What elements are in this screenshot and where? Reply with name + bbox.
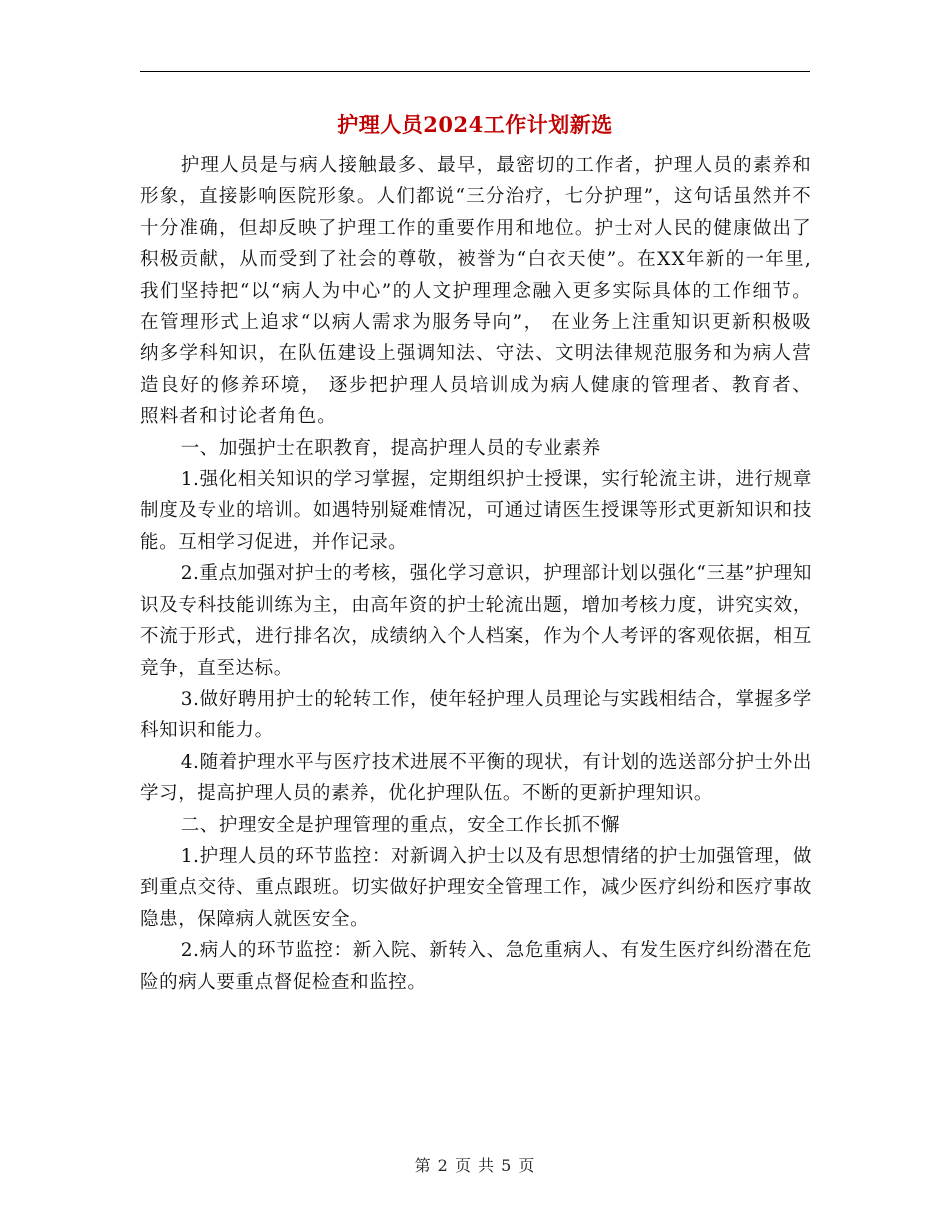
paragraph-item: 4.随着护理水平与医疗技术进展不平衡的现状，有计划的选送部分护士外出学习，提高护理人员的素养，优化护理队伍。不断的更新护理知识。 <box>140 751 812 805</box>
paragraph-item: 2.病人的环节监控：新入院、新转入、急危重病人、有发生医疗纠纷潜在危险的病人要重点督促检查和监控。 <box>140 940 812 993</box>
paragraph-item: 1.护理人员的环节监控：对新调入护士以及有思想情绪的护士加强管理，做到重点交待、重点跟班。切实做好护理安全管理工作，减少医疗纠纷和医疗事故隐患，保障病人就医安全。 <box>140 845 812 930</box>
page-number: 第 2 页 共 5 页 <box>414 1156 536 1175</box>
section-heading-1: 一、加强护士在职教育，提高护理人员的专业素养 <box>180 437 601 459</box>
section-heading-2: 二、护理安全是护理管理的重点，安全工作长抓不懈 <box>180 814 620 836</box>
header-rule <box>140 71 810 72</box>
paragraph-item: 2.重点加强对护士的考核，强化学习意识，护理部计划以强化“三基”护理知识及专科技能训练为主，由高年资的护士轮流出题，增加考核力度，讲究实效，不流于形式，进行排名次，成绩纳入个人档案，作为个人考评的客观依据，相互竞争，直至达标。 <box>140 563 812 679</box>
document-title: 护理人员2024工作计划新选 <box>337 112 613 137</box>
document-body <box>140 150 812 998</box>
paragraph-item: 3.做好聘用护士的轮转工作，使年轻护理人员理论与实践相结合，掌握多学科知识和能力。 <box>140 688 812 742</box>
paragraph-intro: 护理人员是与病人接触最多、最早，最密切的工作者，护理人员的素养和形象，直接影响医院形象。人们都说“三分治疗，七分护理”，这句话虽然并不十分准确，但却反映了护理工作的重要作用和地位。护士对人民的健康做出了积极贡献，从而受到了社会的尊敬，被誉为“白衣天使”。在XX年新的一年里,我们坚持把“以“病人为中心”的人文护理理念融入更多实际具体的工作细节。在管理形式上追求“以病人需求为服务导向”， 在业务上注重知识更新积极吸纳多学科知识，在队伍建设上强调知法、守法、文明法律规范服务和为病人营造良好的修养环境， 逐步把护理人员培训成为病人健康的管理者、教育者、 照料者和讨论者角色。 <box>140 155 812 428</box>
paragraph-item: 1.强化相关知识的学习掌握，定期组织护士授课，实行轮流主讲，进行规章制度及专业的培训。如遇特别疑难情况，可通过请医生授课等形式更新知识和技能。互相学习促进，并作记录。 <box>140 469 812 553</box>
